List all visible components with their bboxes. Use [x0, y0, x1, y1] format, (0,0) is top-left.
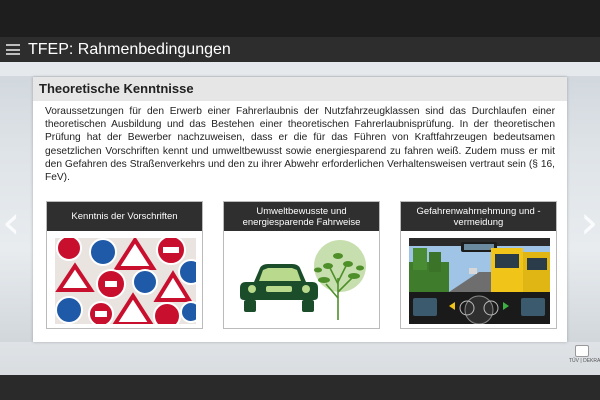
next-arrow-icon[interactable]: › — [580, 195, 599, 249]
card-hazard-perception — [400, 201, 557, 329]
car-and-tree-icon — [232, 238, 373, 324]
logo-mark-icon — [575, 345, 589, 357]
traffic-signs-icon — [55, 238, 196, 324]
card-regulations — [46, 201, 203, 329]
top-bar — [0, 0, 600, 37]
page-title: TFEP: Rahmenbedingungen — [28, 40, 231, 58]
bottom-bar — [0, 375, 600, 400]
logo-text: TÜV | DEKRA — [569, 358, 600, 364]
panel-body-text: Voraussetzungen für den Erwerb einer Fahrerlaubnis der Nutzfahrzeugklassen sind das Durchlaufen einer theoretischen Ausbildung und das Bestehen einer theoretischen Fahrerlaubnisprüfung. In der theoretischen Prüfung hat der Bewerber nachzuweisen, dass er die für das Führen von Kraftfahrzeugen bedeutsamen gesetzlichen Vorschriften kennt und umweltbewusst sowie energiesparend zu fahren weiß. Zudem muss er mit den Gefahren des Straßenverkehrs und den zu ihrer Abwehr erforderlichen Verhaltensweisen vertraut sein (§ 16, FeV). — [45, 106, 555, 184]
card-title: Kenntnis der Vorschriften — [47, 202, 202, 231]
background-decoration — [0, 342, 600, 375]
menu-icon[interactable] — [6, 44, 20, 55]
previous-arrow-icon[interactable]: ‹ — [2, 195, 21, 249]
content-panel — [33, 77, 567, 342]
panel-heading: Theoretische Kenntnisse — [33, 77, 567, 101]
logo — [569, 345, 600, 369]
title-bar — [0, 37, 600, 62]
background-decoration — [0, 62, 600, 76]
content-stage — [0, 62, 600, 375]
card-title: Gefahrenwahrnehmung und -vermeidung — [401, 202, 556, 231]
card-eco-driving — [223, 201, 380, 329]
card-title: Umweltbewusste und energiesparende Fahrweise — [224, 202, 379, 231]
driver-view-icon — [409, 238, 550, 324]
